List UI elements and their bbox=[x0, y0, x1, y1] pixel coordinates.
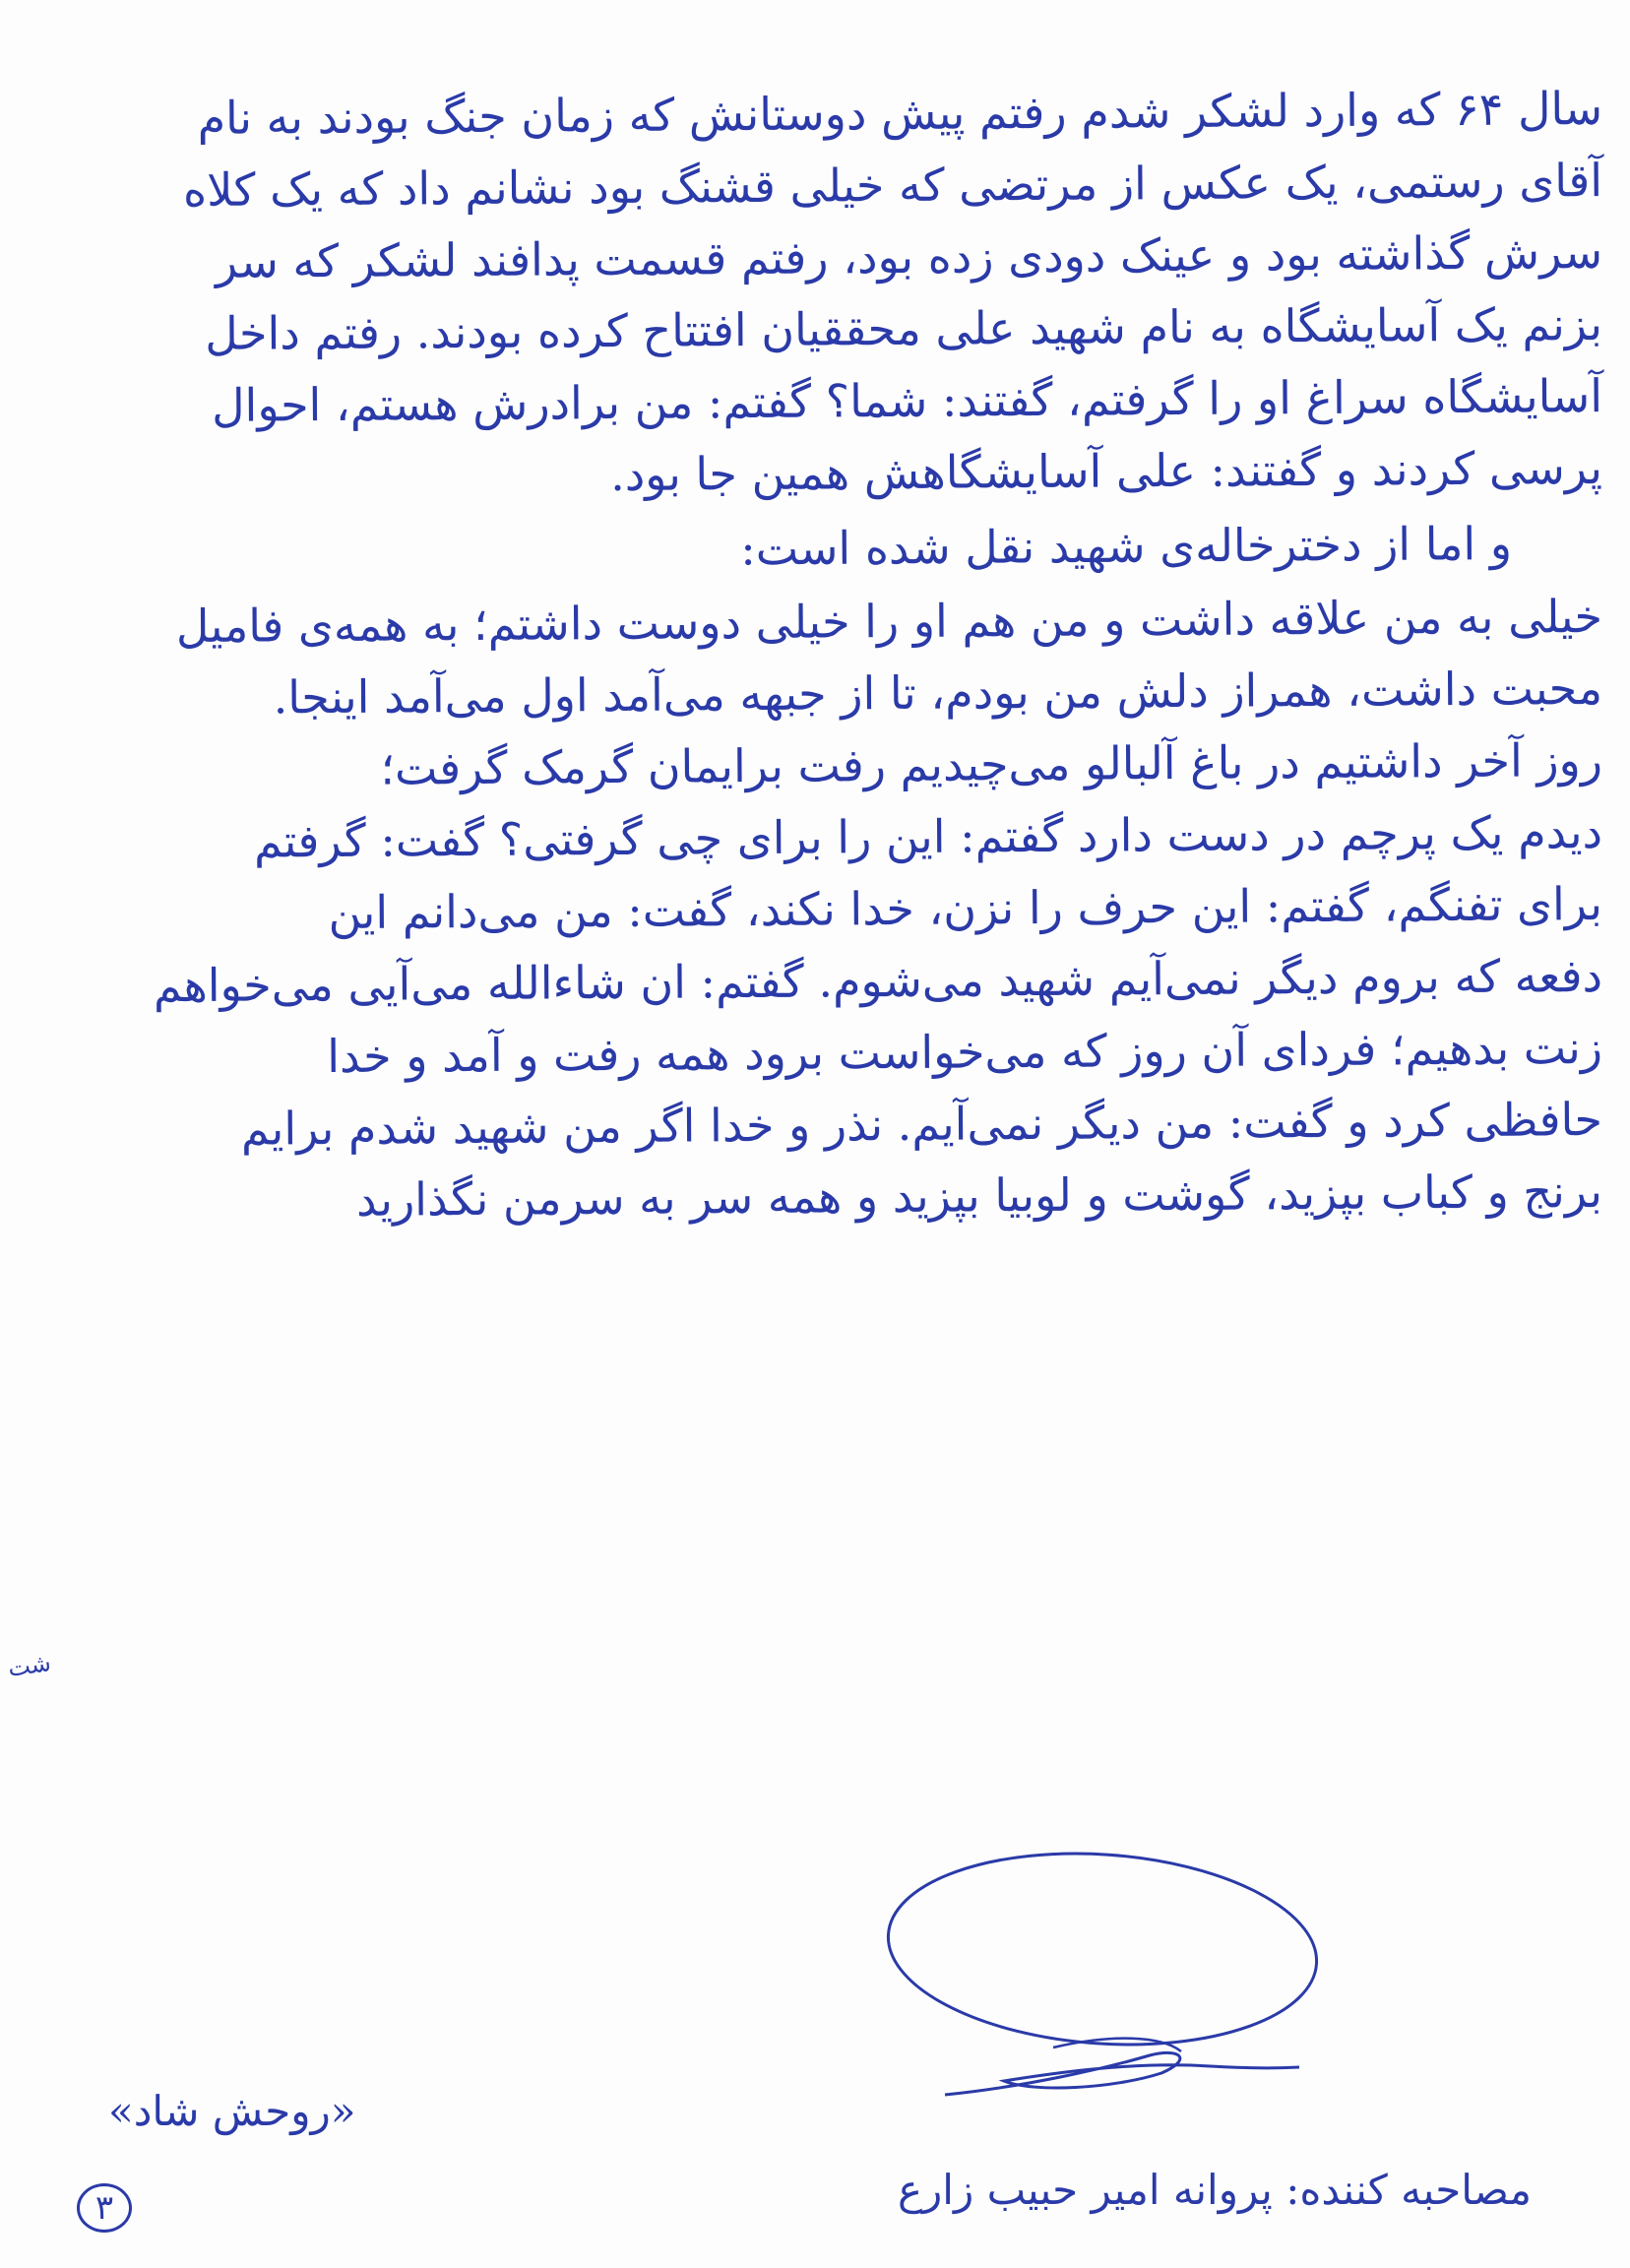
text-line-14: زنت بدهیم؛ فردای آن روز که می‌خواست برود همه رفت و آمد و خدا bbox=[327, 1021, 1603, 1084]
text-line-13: دفعه که بروم دیگر نمی‌آیم شهید می‌شوم. گفتم: ان شاءالله می‌آیی می‌خواهم bbox=[153, 949, 1603, 1013]
text-line-6: پرسی کردند و گفتند: علی آسایشگاهش همین جا بود. bbox=[609, 441, 1603, 502]
text-line-1: سال ۶۴ که وارد لشکر شدم رفتم پیش دوستانش که زمان جنگ بودند به نام bbox=[197, 82, 1603, 145]
text-line-7: و اما از دخترخاله‌ی شهید نقل شده است: bbox=[740, 517, 1513, 576]
interviewer-credit: مصاحبه کننده: پروانه امیر حبیب زارع bbox=[897, 2166, 1532, 2214]
text-line-16: برنج و کباب بپزید، گوشت و لوبیا بپزید و همه سر به سرمن نگذارید bbox=[355, 1165, 1603, 1227]
text-line-10: روز آخر داشتیم در باغ آلبالو می‌چیدیم رفت برایمان گرمک گرفت؛ bbox=[380, 733, 1603, 795]
text-line-2: آقای رستمی، یک عکس از مرتضی که خیلی قشنگ بود نشانم داد که یک کلاه bbox=[182, 154, 1603, 218]
margin-note: شت bbox=[6, 1649, 53, 1682]
signature-loop bbox=[886, 1841, 1323, 2058]
page-number: ۳ bbox=[77, 2183, 132, 2233]
signature bbox=[886, 1841, 1378, 2107]
text-line-8: خیلی به من علاقه داشت و من هم او را خیلی دوست داشتم؛ به همه‌ی فامیل bbox=[175, 590, 1603, 654]
text-line-9: محبت داشت، همراز دلش من بودم، تا از جبهه می‌آمد اول می‌آمد اینجا. bbox=[273, 662, 1603, 724]
text-line-5: آسایشگاه سراغ او را گرفتم، گفتند: شما؟ گفتم: من برادرش هستم، احوال bbox=[211, 369, 1603, 432]
text-line-15: حافظی کرد و گفت: من دیگر نمی‌آیم. نذر و خدا اگر من شهید شدم برایم bbox=[240, 1093, 1603, 1156]
text-line-11: دیدم یک پرچم در دست دارد گفتم: این را برای چی گرفتی؟ گفت: گرفتم bbox=[253, 805, 1603, 868]
signature-stroke bbox=[945, 2052, 1299, 2095]
closing-phrase: «روحش شاد» bbox=[108, 2087, 356, 2135]
text-line-4: بزنم یک آسایشگاه به نام شهید علی محققیان افتتاح کرده بودند. رفتم داخل bbox=[205, 297, 1603, 360]
text-line-3: سرش گذاشته بود و عینک دودی زده بود، رفتم قسمت پدافند لشکر که سر bbox=[215, 225, 1603, 288]
text-line-12: برای تفنگم، گفتم: این حرف را نزن، خدا نکند، گفت: من می‌دانم این bbox=[328, 877, 1603, 940]
